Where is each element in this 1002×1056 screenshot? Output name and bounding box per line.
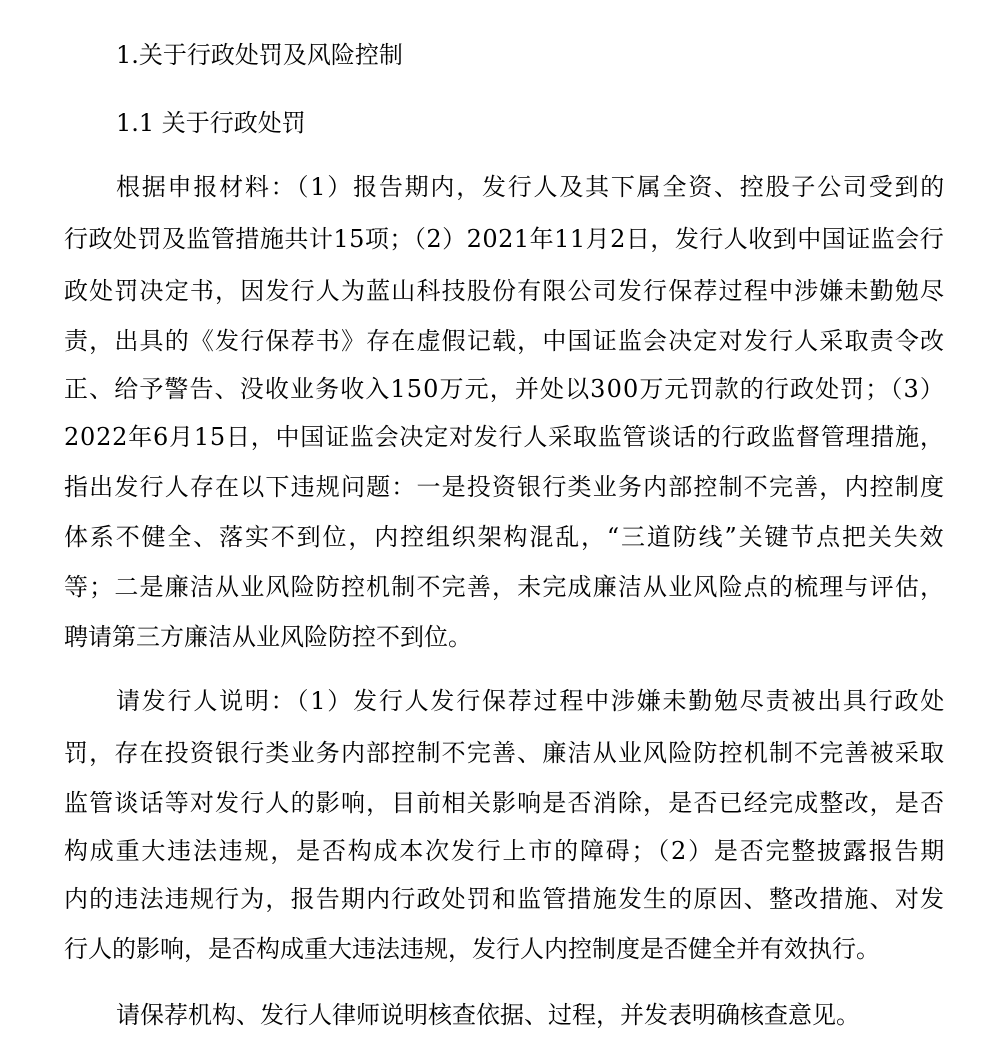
paragraph-line: 行人的影响，是否构成重大违法违规，发行人内控制度是否健全并有效执行。 [64, 935, 880, 963]
section-heading: 1.关于行政处罚及风险控制 [116, 41, 403, 69]
subsection-heading: 1.1 关于行政处罚 [116, 109, 306, 137]
paragraph-line: 请发行人说明：（1）发行人发行保荐过程中涉嫌未勤勉尽责被出具行政处 [116, 687, 947, 715]
paragraph-line: 罚，存在投资银行类业务内部控制不完善、廉洁从业风险防控机制不完善被采取 [64, 739, 946, 767]
paragraph-line: 2022年6月15日，中国证监会决定对发行人采取监管谈话的行政监督管理措施， [64, 423, 945, 451]
paragraph-line: 聘请第三方廉洁从业风险防控不到位。 [64, 623, 472, 651]
paragraph-line: 政处罚决定书，因发行人为蓝山科技股份有限公司发行保荐过程中涉嫌未勤勉尽 [64, 277, 946, 305]
paragraph-line: 构成重大违法违规，是否构成本次发行上市的障碍；（2）是否完整披露报告期 [64, 837, 947, 865]
paragraph-line: 行政处罚及监管措施共计15项；（2）2021年11月2日，发行人收到中国证监会行 [64, 225, 945, 253]
paragraph-line: 指出发行人存在以下违规问题：一是投资银行类业务内部控制不完善，内控制度 [64, 473, 946, 501]
paragraph-line: 体系不健全、落实不到位，内控组织架构混乱，“三道防线”关键节点把关失效 [64, 523, 946, 551]
paragraph-line: 监管谈话等对发行人的影响，目前相关影响是否消除，是否已经完成整改，是否 [64, 789, 946, 817]
paragraph-line: 责，出具的《发行保荐书》存在虚假记载，中国证监会决定对发行人采取责令改 [64, 327, 946, 355]
paragraph-line: 等；二是廉洁从业风险防控机制不完善，未完成廉洁从业风险点的梳理与评估， [64, 573, 946, 601]
paragraph-line: 请保荐机构、发行人律师说明核查依据、过程，并发表明确核查意见。 [116, 1001, 860, 1029]
paragraph-line: 根据申报材料：（1）报告期内，发行人及其下属全资、控股子公司受到的 [116, 173, 947, 201]
paragraph-line: 正、给予警告、没收业务收入150万元，并处以300万元罚款的行政处罚；（3） [64, 375, 945, 403]
paragraph-line: 内的违法违规行为，报告期内行政处罚和监管措施发生的原因、整改措施、对发 [64, 885, 946, 913]
